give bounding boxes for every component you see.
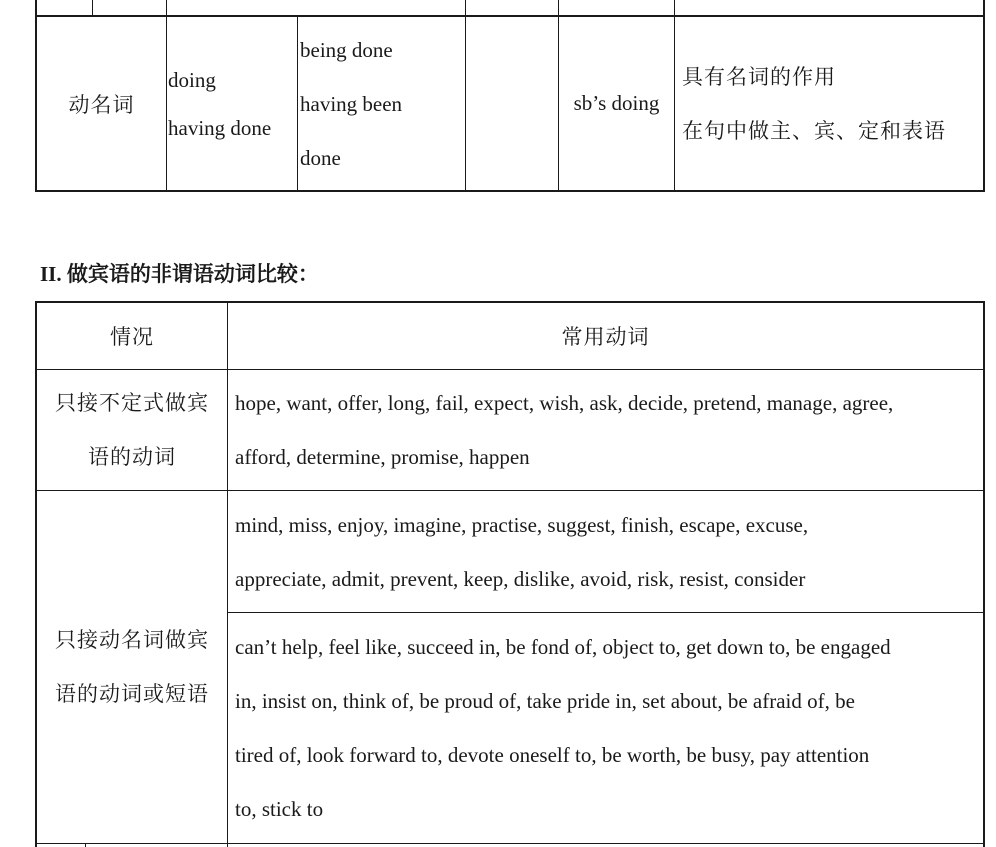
verbs-cell [235,370,980,490]
table-line [92,0,93,16]
table-line [983,301,985,847]
table-line [35,190,985,192]
verb-line: tired of, look forward to, devote oneself to, be worth, be busy, pay attention [235,743,870,767]
verb-line: mind, miss, enjoy, imagine, practise, suggest, finish, escape, excuse, [235,512,809,537]
function-line: 在句中做主、宾、定和表语 [682,118,946,143]
situation-cell [37,370,227,490]
verb-line: afford, determine, promise, happen [235,445,530,469]
logical-subject-cell: sb’s doing [573,91,660,115]
passive-forms-cell [300,17,464,190]
row-label: 动名词 [68,92,135,117]
verb-line: hope, want, offer, long, fail, expect, wish, ask, decide, pretend, manage, agree, [235,391,894,415]
situation-line: 只接不定式做宾 [55,391,209,415]
table-line [674,0,675,192]
header-common-verbs: 常用动词 [561,325,650,349]
situation-cell [37,491,227,843]
table-line [297,16,298,192]
verb-line: to, stick to [235,797,324,821]
section-title: 做宾语的非谓语动词比较： [66,262,319,286]
verb-line: can’t help, feel like, succeed in, be fond of, object to, get down to, be engaged [235,635,891,659]
section-heading [40,258,319,288]
function-cell [682,17,982,190]
situation-line: 语的动词 [88,445,176,469]
verb-line: appreciate, admit, prevent, keep, dislike, avoid, risk, resist, consider [235,566,806,591]
section-number: II. [40,262,62,286]
table-line [85,843,86,847]
header-situation: 情况 [110,325,154,349]
passive-form: having been [300,91,403,116]
function-line: 具有名词的作用 [682,64,836,89]
table-line [166,0,167,192]
situation-line: 语的动词或短语 [55,682,209,706]
active-form: having done [168,115,272,140]
passive-form: being done [300,37,393,62]
situation-line: 只接动名词做宾 [55,628,209,652]
active-forms-cell [168,17,296,190]
table-line [465,0,466,192]
verb-line: in, insist on, think of, be proud of, take pride in, set about, be afraid of, be [235,689,855,713]
verbs-cell [235,491,980,612]
active-form: doing [168,67,216,92]
table-line [35,843,985,844]
passive-form: done [300,145,341,170]
table-line [983,0,985,192]
table-line [227,301,228,847]
verbs-cell [235,613,980,843]
